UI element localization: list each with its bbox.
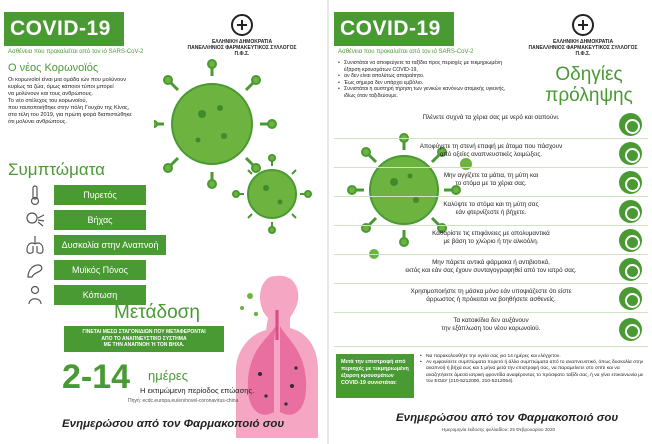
intro-heading: Ο νέος Κορωνοϊός: [8, 62, 99, 74]
after-return-advice-list: • Να παρακολουθήτε την υγεία σας για 14 ημέρες και ελέγχετον. • Αν εμφανίσετε συμπτώματα πυρετό ή άλλα συμπτώματα από το αναπνευστικό, όπως δυσκολία στην αναπνοή ή βήχα εως και 1 μήνα μετά την επιστροφή σας, να παραμείνετε στο σπίτι και να αναζητήσετε άμεσα ιατρική φροντίδα αναφέροντας το πρόσφατο ταξίδι σας, ή να γίνει επικοινωνία με τον ΕΟΔΥ (210-5212000, 210-5212054).: [420, 354, 644, 385]
travel-advice-list: • Συνιστάται να αποφεύγετε τα ταξίδια προς περιοχές με τεκμηριωμένη έξαρση κρουσμάτων COVID-19, • αν δεν είναι απολύτως απαραίτητο. • Έως σήμερα δεν υπάρχει εμβόλιο. • Συνιστάται η αυστηρή τήρηση των γενικών κανόνων ατομικής υγιεινής, ιδίως όταν ταξιδεύουμε.: [338, 60, 508, 100]
avoid-contact-icon: [619, 142, 642, 165]
issue-date-note: Ημερομηνία έκδοσης φυλλαδίου: 25 Φεβρουαρίου 2020: [442, 427, 556, 432]
guideline-text: Αποφύγετε τη στενή επαφή με άτομα που πάσχουν από οξείες αναπνευστικές λοιμώξεις.: [419, 143, 563, 158]
footer-slogan: Ενημερώσου από τον Φαρμακοποιό σου: [396, 412, 619, 424]
guideline-row-pets: [334, 313, 648, 347]
guideline-text: Καλύψτε το στόμα και τη μύτη σας εάν φτερνίζεστε ή βήχετε.: [443, 201, 539, 216]
organization-name: ΕΛΛΗΝΙΚΗ ΔΗΜΟΚΡΑΤΙΑ ΠΑΝΕΛΛΗΝΙΟΣ ΦΑΡΜΑΚΕΥΤΙΚΟΣ ΣΥΛΛΟΓΟΣ Π.Φ.Σ.: [528, 39, 638, 57]
greek-republic-emblem-icon: [231, 14, 253, 36]
incubation-days-word: ημέρες: [148, 368, 188, 383]
after-return-box: Μετά την επιστροφή από περιοχές με τεκμηριωμένη έξαρση κρουσμάτων COVID-19 συνιστάται:: [336, 354, 414, 398]
organization-name: ΕΛΛΗΝΙΚΗ ΔΗΜΟΚΡΑΤΙΑ ΠΑΝΕΛΛΗΝΙΟΣ ΦΑΡΜΑΚΕΥΤΙΚΟΣ ΣΥΛΛΟΓΟΣ Π.Φ.Σ.: [187, 39, 297, 57]
thermometer-icon: [24, 184, 46, 206]
cover-cough-icon: [619, 200, 642, 223]
symptom-cough: Βήχας: [54, 210, 146, 230]
incubation-days-number: 2-14: [62, 358, 131, 396]
symptoms-heading: Συμπτώματα: [8, 160, 106, 179]
transmission-heading: Μετάδοση: [114, 302, 200, 323]
incubation-caption: Η εκτιμώμενη περίοδος επώασης.: [140, 386, 255, 395]
guideline-row-hand-washing: [334, 110, 648, 139]
lungs-icon: [24, 234, 46, 256]
guideline-row-mask-use: [334, 284, 648, 313]
hand-washing-icon: [619, 113, 642, 136]
guidelines-heading: Οδηγίες πρόληψης: [545, 64, 633, 106]
coronavirus-illustration-icon: [154, 46, 314, 246]
guideline-text: Χρησιμοποιήστε τη μάσκα μόνο εάν υποψιάζεστε ότι είστε άρρωστος ή πρόκειται να βοηθήσετε ασθενείς.: [410, 288, 572, 303]
page-title: COVID-19: [4, 12, 124, 46]
guideline-text: Μην πάρετε αντικά φάρμακα ή αντιβιοτικά, εκτός και εάν σας έχουν συνταγογραφηθεί από τον ιατρό σας.: [405, 259, 577, 274]
page-divider: [327, 0, 329, 444]
symptom-fever: Πυρετός: [54, 185, 146, 205]
guideline-row-no-antibiotics: [334, 255, 648, 284]
guideline-row-avoid-contact: [334, 139, 648, 168]
medication-icon: [619, 258, 642, 281]
pet-dog-icon: [619, 318, 642, 341]
guideline-row-disinfect-surfaces: [334, 226, 648, 255]
symptom-muscle-pain: Μυϊκός Πόνος: [54, 260, 146, 280]
symptom-breathing-difficulty: Δυσκολία στην Αναπνοή: [54, 235, 166, 255]
disease-subtitle: Ασθένεια που προκαλείται από τον ιό SARS-CoV-2: [8, 49, 144, 55]
guideline-text: Καθαρίστε τις επιφάνειες με απολυμαντικά με βάση το χλώριο ή την αλκοόλη.: [432, 230, 550, 245]
cough-icon: [24, 209, 46, 231]
leaflet-page-symptoms: [4, 8, 318, 438]
transmission-text: ΓΙΝΕΤΑΙ ΜΕΣΩ ΣΤΑΓΟΝΙΔΙΩΝ ΠΟΥ ΜΕΤΑΦΕΡΟΝΤΑΙ ΑΠΟ ΤΟ ΑΝΑΠΝΕΥΣΤΙΚΟ ΣΥΣΤΗΜΑ ΜΕ ΤΗΝ ΑΝΑΠΝΟΗ Ή ΤΟΝ ΒΗΧΑ.: [64, 326, 224, 352]
footer-slogan: Ενημερώσου από τον Φαρμακοποιό σου: [62, 418, 285, 430]
guideline-text: Μην αγγίζετε τα μάτια, τη μύτη και το στόμα με τα χέρια σας.: [443, 172, 539, 187]
disinfectant-spray-icon: [619, 229, 642, 252]
source-note: Πηγή: ecdc.europa.eu/en/novel-coronavirus-china: [128, 398, 239, 404]
guideline-row-cover-cough: [334, 197, 648, 226]
guideline-row-no-face-touching: [334, 168, 648, 197]
intro-text: Οι κορωνοϊοί είναι μια ομάδα ιών που μολύνουν κυρίως τα ζώα, όμως κάποιοι τύποι μπορεί να μολύνουν και τους ανθρώπους. Το νέο στέλεχος του κορωνοϊού, που ταυτοποιήθηκε στην πόλη Γουχάν της Κίνας, στα τέλη του 2019, για πρώτη φορά διαπιστώθηκε ότι μολύνει ανθρώπους.: [8, 77, 132, 125]
face-mask-icon: [619, 287, 642, 310]
greek-republic-emblem-icon: [572, 14, 594, 36]
leaflet-page-prevention: [334, 8, 648, 438]
fatigue-icon: [24, 284, 46, 306]
disease-subtitle: Ασθένεια που προκαλείται από τον ιό SARS-CoV-2: [338, 49, 474, 55]
page-title: COVID-19: [334, 12, 454, 46]
no-face-touching-icon: [619, 171, 642, 194]
muscle-pain-icon: [24, 259, 46, 281]
guideline-text: Πλένετε συχνά τα χέρια σας με νερό και σαπούνι.: [422, 114, 560, 121]
respiratory-system-illustration-icon: [236, 270, 318, 438]
symptom-fatigue: Κόπωση: [54, 285, 146, 305]
guideline-text: Τα κατοικίδια δεν αυξάνουν την εξάπλωση του νέου κορωνοϊού.: [441, 317, 541, 332]
